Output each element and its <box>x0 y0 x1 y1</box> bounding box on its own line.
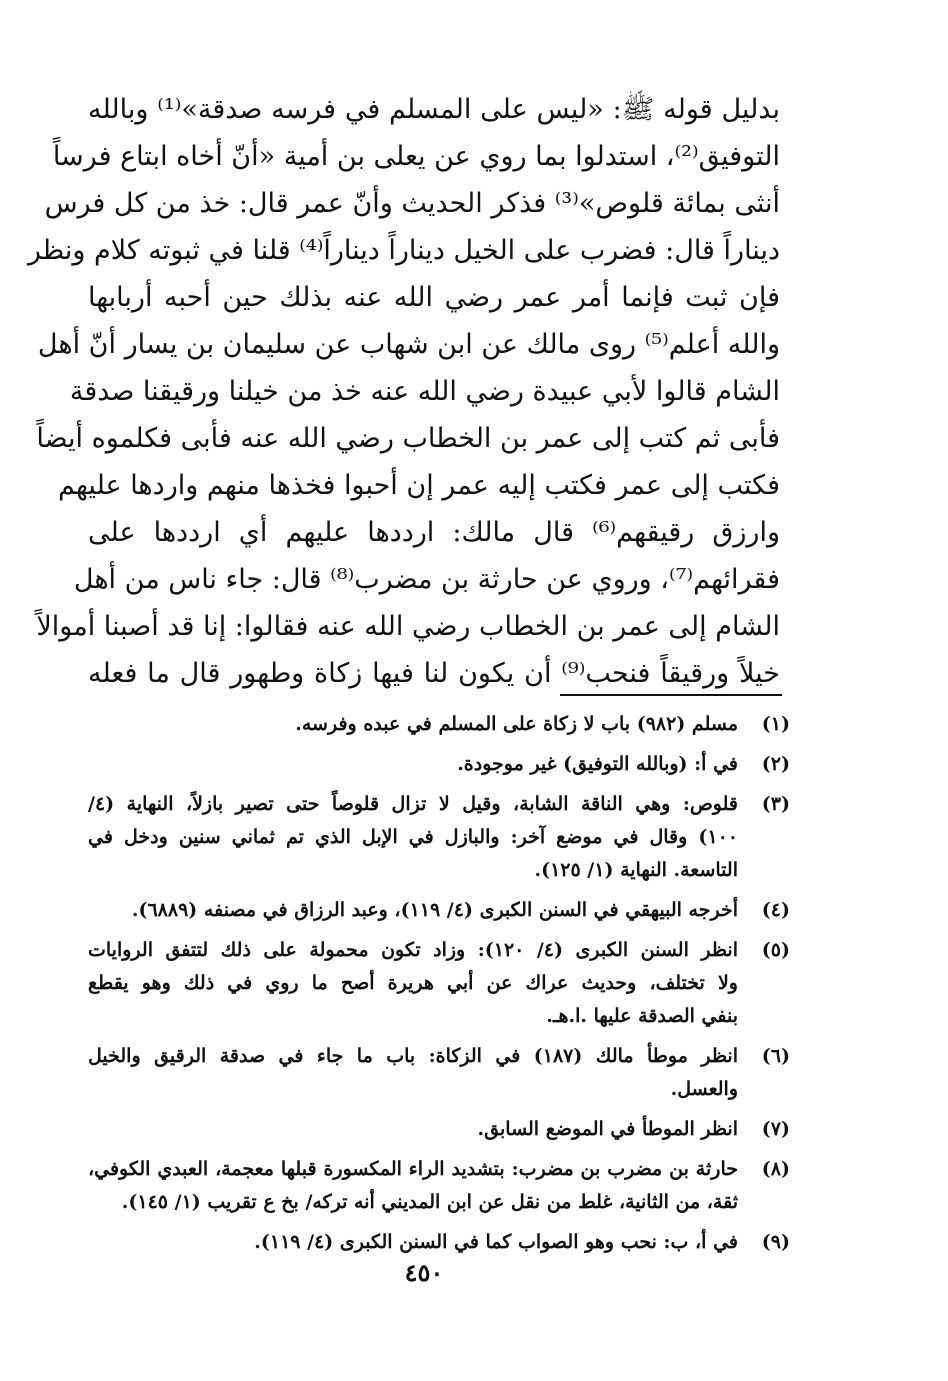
footnote-body <box>88 934 738 1033</box>
footnote-line: ١٠٠) وقال في موضع آخر: والبازل في الإبل الذي تم ثماني سنين ودخل في <box>88 826 738 848</box>
footnote-body <box>88 748 738 781</box>
footnote-number: (٢) <box>761 753 790 775</box>
footnote-separator-rule <box>560 694 782 696</box>
main-text-line: والله أعلم⁽⁵⁾ روى مالك عن ابن شهاب عن سليمان بن يسار أنّ أهل <box>37 329 780 360</box>
main-text-line: فقرائهم⁽⁷⁾، وروي عن حارثة بن مضرب⁽⁸⁾ قال: جاء ناس من أهل <box>73 564 780 595</box>
footnote-4 <box>88 894 790 927</box>
footnote-number: (٥) <box>761 939 790 961</box>
main-text-line: فكتب إلى عمر فكتب إليه عمر إن أحبوا فخذها منهم واردها عليهم <box>58 470 780 501</box>
footnote-number: (١) <box>761 713 790 735</box>
footnote-line: التاسعة. النهاية (١/ ١٢٥). <box>534 859 738 881</box>
main-text-line: التوفيق⁽²⁾، استدلوا بما روي عن يعلى بن أمية «أنّ أخاه ابتاع فرساً <box>52 141 780 172</box>
main-text-line: أنثى بمائة قلوص»⁽³⁾ فذكر الحديث وأنّ عمر قال: خذ من كل فرس <box>44 188 780 219</box>
main-text-line: بدليل قوله ﷺ: «ليس على المسلم في فرسه صدقة»⁽¹⁾ وبالله <box>88 94 780 125</box>
footnote-body <box>88 1040 738 1106</box>
footnote-body <box>88 894 738 927</box>
main-text-line: ديناراً قال: فضرب على الخيل ديناراً ديناراً⁽⁴⁾ قلنا في ثبوته كلام ونظر <box>27 235 780 266</box>
footnote-line: انظر موطأ مالك (١٨٧) في الزكاة: باب ما جاء في صدقة الرقيق والخيل <box>88 1045 738 1067</box>
footnote-2 <box>88 748 790 781</box>
footnote-line: أخرجه البيهقي في السنن الكبرى (٤/ ١١٩)، وعبد الرزاق في مصنفه (٦٨٨٩). <box>131 899 738 921</box>
footnote-line: ثقة، من الثانية، غلط من نقل عن ابن المديني أنه تركه/ بخ ع تقريب (١/ ١٤٥). <box>121 1191 738 1213</box>
main-text-line: خيلاً ورقيقاً فنحب⁽⁹⁾ أن يكون لنا فيها زكاة وطهور قال ما فعله <box>88 658 780 689</box>
footnote-line: قلوص: وهي الناقة الشابة، وقيل لا تزال قلوصاً حتى تصير بازلاً، النهاية (٤/ <box>88 793 738 815</box>
footnote-line: مسلم (٩٨٢) باب لا زكاة على المسلم في عبده وفرسه. <box>295 713 738 735</box>
footnote-body <box>88 708 738 741</box>
main-text-line: الشام إلى عمر بن الخطاب رضي الله عنه فقالوا: إنا قد أصبنا أموالاً <box>36 611 780 642</box>
main-text-line: الشام قالوا لأبي عبيدة رضي الله عنه خذ من خيلنا ورقيقنا صدقة <box>69 376 780 407</box>
footnote-line: حارثة بن مضرب بن مضرب: بتشديد الراء المكسورة قبلها معجمة، العبدي الكوفي، <box>88 1158 738 1180</box>
footnote-number: (٧) <box>761 1118 790 1140</box>
footnote-5 <box>88 934 790 1033</box>
footnote-line: في أ: (وبالله التوفيق) غير موجودة. <box>457 753 738 775</box>
footnote-7 <box>88 1113 790 1146</box>
footnote-line: والعسل. <box>670 1078 738 1100</box>
footnote-9 <box>88 1226 790 1259</box>
footnote-number: (٣) <box>761 793 790 815</box>
footnote-body <box>88 788 738 887</box>
footnote-line: انظر السنن الكبرى (٤/ ١٢٠): وزاد تكون محمولة على ذلك لتتفق الروايات <box>88 939 738 961</box>
main-text-block <box>27 86 780 697</box>
footnote-body <box>88 1113 738 1146</box>
footnote-line: ولا تختلف، وحديث عراك عن أبي هريرة أصح ما روي في ذلك وهو يقطع <box>88 972 738 994</box>
footnotes-block <box>88 708 790 1266</box>
footnote-8 <box>88 1153 790 1219</box>
footnote-line: بنفي الصدقة عليها .ا.هـ. <box>546 1005 738 1027</box>
page-number: ٤٥٠ <box>404 1258 444 1287</box>
main-text-line: وارزق رقيقهم⁽⁶⁾ قال مالك: ارددها عليهم أي ارددها على <box>88 517 780 548</box>
footnote-number: (٨) <box>761 1158 790 1180</box>
footnote-number: (٦) <box>761 1045 790 1067</box>
footnote-number: (٩) <box>761 1231 790 1253</box>
footnote-line: في أ، ب: نحب وهو الصواب كما في السنن الكبرى (٤/ ١١٩). <box>254 1231 738 1253</box>
footnote-6 <box>88 1040 790 1106</box>
footnote-body <box>88 1153 738 1219</box>
footnote-line: انظر الموطأ في الموضع السابق. <box>477 1118 738 1140</box>
footnote-1 <box>88 708 790 741</box>
main-text-line: فأبى ثم كتب إلى عمر بن الخطاب رضي الله عنه فأبى فكلموه أيضاً <box>36 423 780 454</box>
footnote-body <box>88 1226 738 1259</box>
footnote-number: (٤) <box>761 899 790 921</box>
footnote-3 <box>88 788 790 887</box>
main-text-line: فإن ثبت فإنما أمر عمر رضي الله عنه بذلك حين أحبه أربابها <box>88 282 780 313</box>
